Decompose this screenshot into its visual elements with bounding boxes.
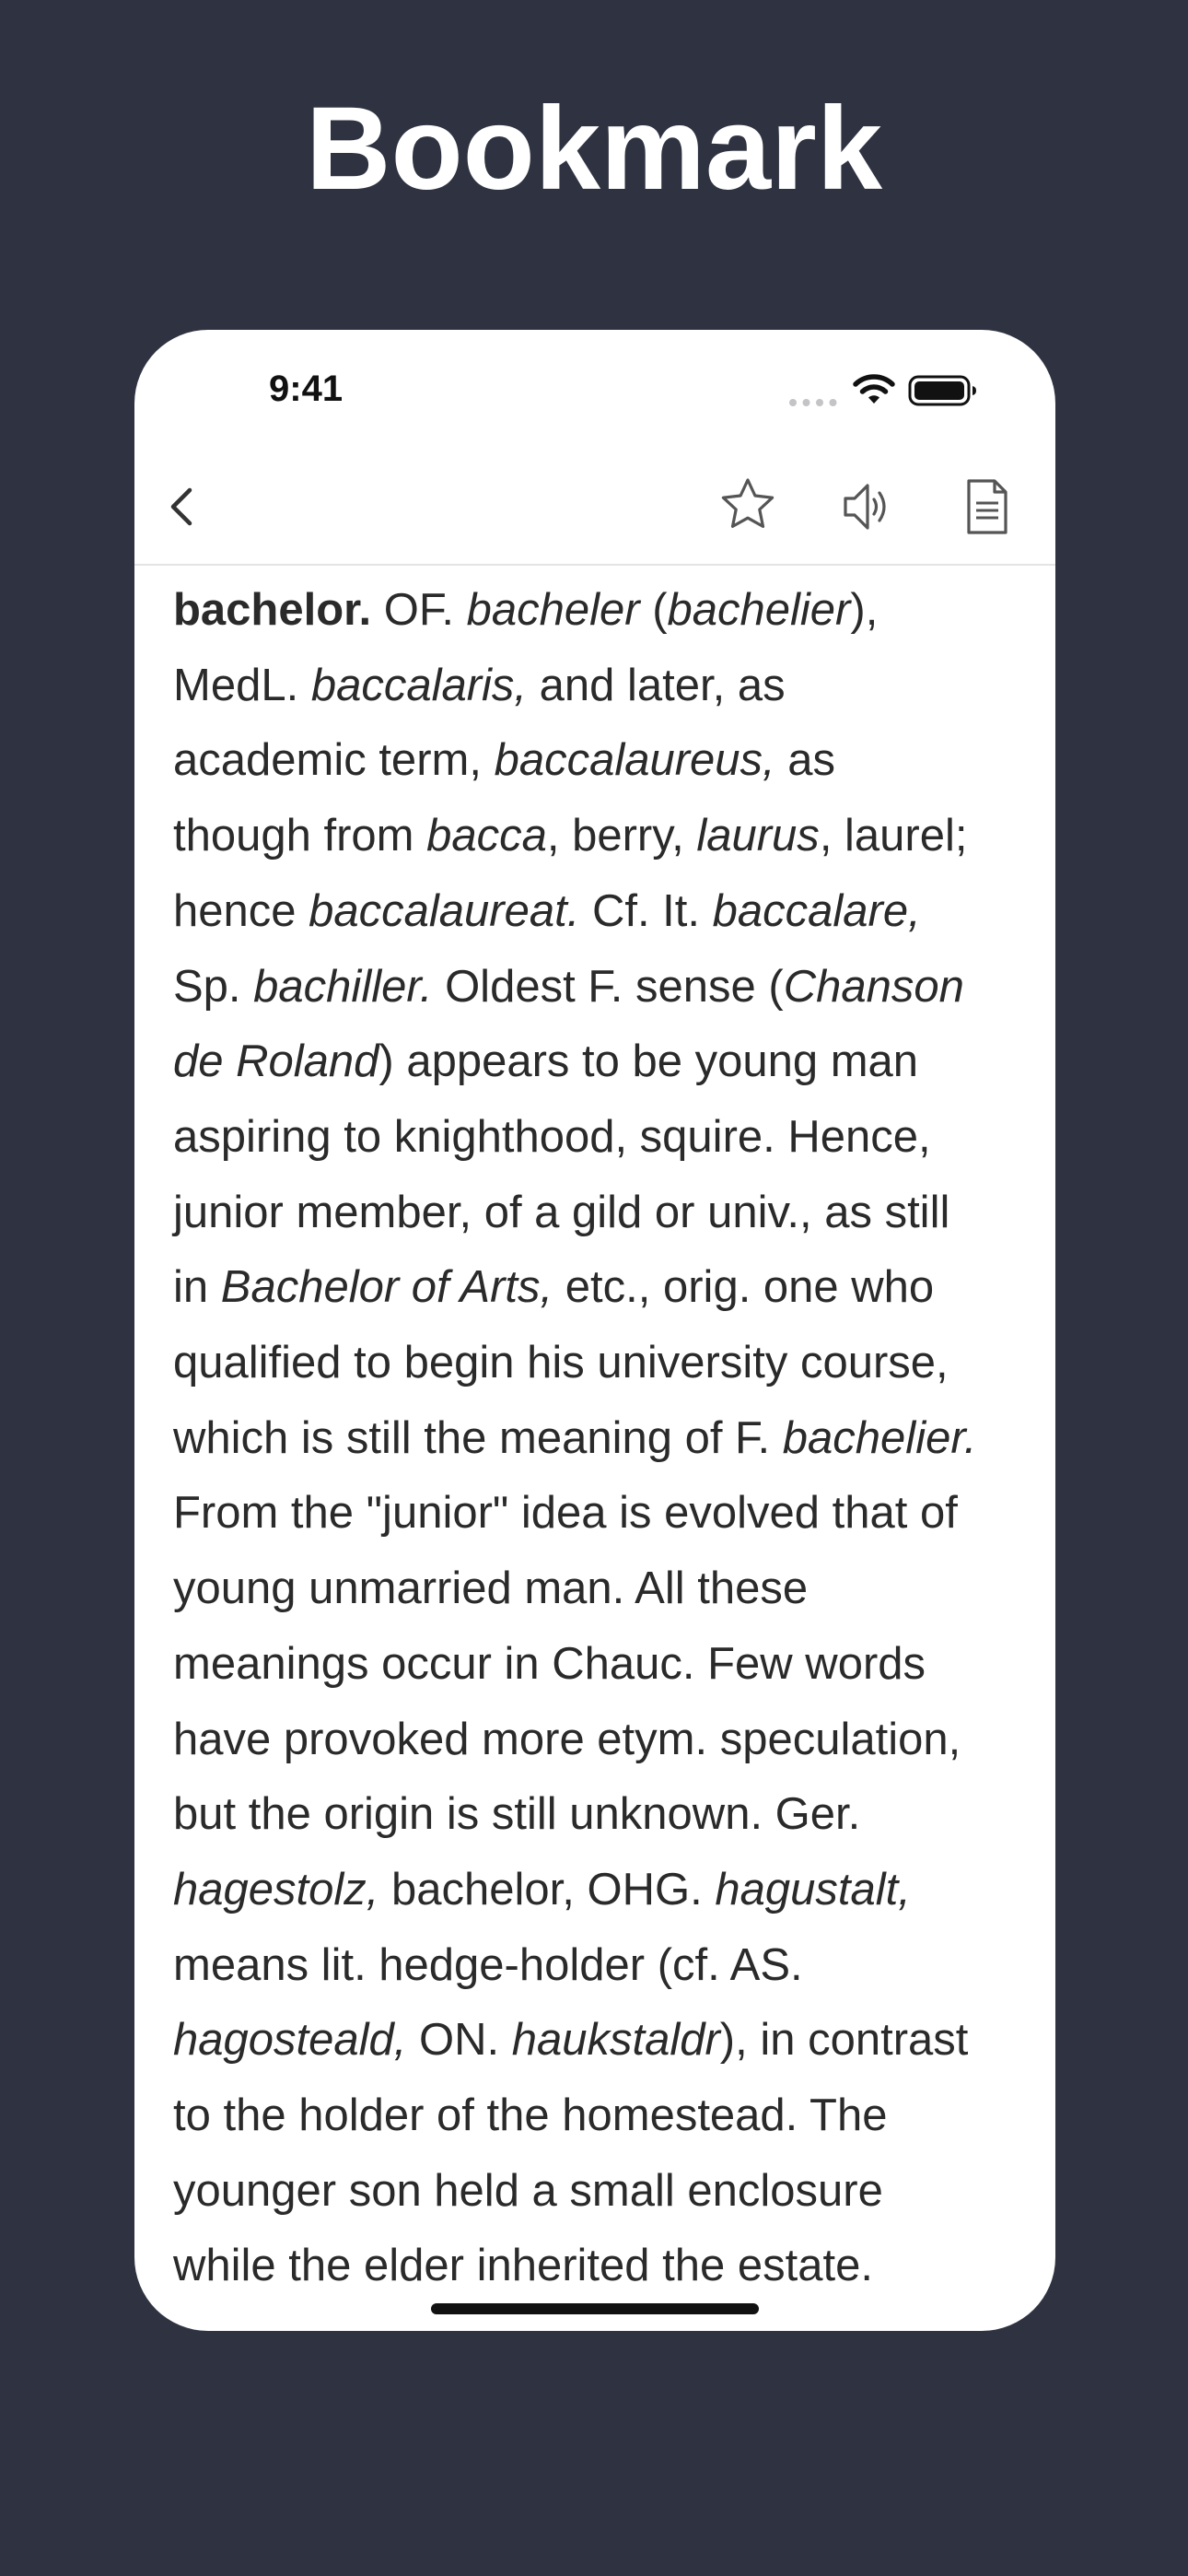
entry-italic-term: hagestolz, bbox=[173, 1864, 379, 1914]
wifi-icon bbox=[851, 372, 897, 407]
pronunciation-speaker-button[interactable] bbox=[836, 475, 899, 538]
entry-italic-term: laurus bbox=[696, 811, 820, 861]
entry-text-segment: , laurel; hence bbox=[173, 811, 968, 936]
entry-italic-term: Chanson de Roland bbox=[173, 961, 964, 1087]
entry-text-segment: ON. bbox=[406, 2015, 512, 2066]
entry-text-segment: ( bbox=[639, 585, 668, 635]
entry-italic-term: bacca bbox=[426, 811, 547, 861]
battery-icon bbox=[908, 374, 978, 407]
entry-text-segment: bachelor, OHG. bbox=[379, 1864, 716, 1914]
entry-content[interactable] bbox=[173, 566, 1020, 2291]
entry-headword: bachelor. bbox=[173, 585, 372, 635]
navigation-bar bbox=[134, 450, 1055, 566]
status-time: 9:41 bbox=[269, 369, 344, 409]
bookmark-button[interactable] bbox=[716, 475, 779, 538]
star-outline-icon bbox=[716, 475, 779, 538]
back-button[interactable] bbox=[155, 477, 210, 536]
phone-screen bbox=[134, 330, 1055, 2331]
entry-text-segment: Cf. It. bbox=[579, 885, 713, 936]
entry-text-segment: means lit. hedge-holder (cf. AS. bbox=[173, 1939, 803, 1990]
entry-italic-term: baccalare, bbox=[712, 885, 921, 936]
entry-italic-term: bachiller. bbox=[253, 961, 433, 1012]
entry-text-segment: as though from bbox=[173, 735, 836, 861]
entry-text-segment: and later, as academic term, bbox=[173, 660, 786, 786]
status-bar bbox=[134, 330, 1055, 450]
entry-text-segment: OF. bbox=[371, 585, 467, 635]
entry-text-segment: Oldest F. sense ( bbox=[432, 961, 784, 1012]
chevron-left-icon bbox=[155, 477, 210, 536]
entry-definition-text bbox=[173, 566, 1020, 2304]
signal-dots-icon bbox=[788, 398, 838, 407]
document-button[interactable] bbox=[956, 475, 1019, 538]
entry-text-segment: From the "junior" idea is evolved that of young unmarried man. All these meanings occur in Chauc. Few words have provoked more etym. speculation, but the origin is still unknown. Ger. bbox=[173, 1488, 961, 1840]
document-icon bbox=[956, 475, 1019, 538]
entry-text-segment: Sp. bbox=[173, 961, 241, 1012]
entry-text-segment: etc., orig. one who qualified to begin his university course, which is still the meaning of F. bbox=[173, 1262, 949, 1463]
entry-italic-term: Bachelor of Arts, bbox=[220, 1262, 553, 1313]
entry-text-segment: , berry, bbox=[546, 811, 697, 861]
home-indicator bbox=[431, 2303, 759, 2314]
entry-italic-term: hagustalt, bbox=[715, 1864, 911, 1914]
entry-italic-term: haukstaldr bbox=[511, 2015, 720, 2066]
screen-title: Bookmark bbox=[306, 83, 882, 215]
entry-italic-term: bachelier. bbox=[782, 1412, 977, 1463]
entry-italic-term: bachelier bbox=[667, 585, 851, 635]
entry-italic-term: hagosteald, bbox=[173, 2015, 407, 2066]
entry-italic-term: baccalaureat. bbox=[309, 885, 580, 936]
entry-text-segment: ) appears to be young man aspiring to knighthood, squire. Hence, junior member, of a gild or univ., as still in bbox=[173, 1036, 950, 1313]
entry-italic-term: baccalaris, bbox=[310, 660, 528, 710]
entry-italic-term: bacheler bbox=[466, 585, 640, 635]
speaker-icon bbox=[836, 475, 899, 538]
entry-italic-term: baccalaureus, bbox=[494, 735, 775, 786]
entry-text-segment: ), in contrast to the holder of the homestead. The younger son held a small enclosure while the elder inherited the estate. bbox=[173, 2015, 969, 2291]
entry-text-segment: ), MedL. bbox=[173, 585, 879, 710]
